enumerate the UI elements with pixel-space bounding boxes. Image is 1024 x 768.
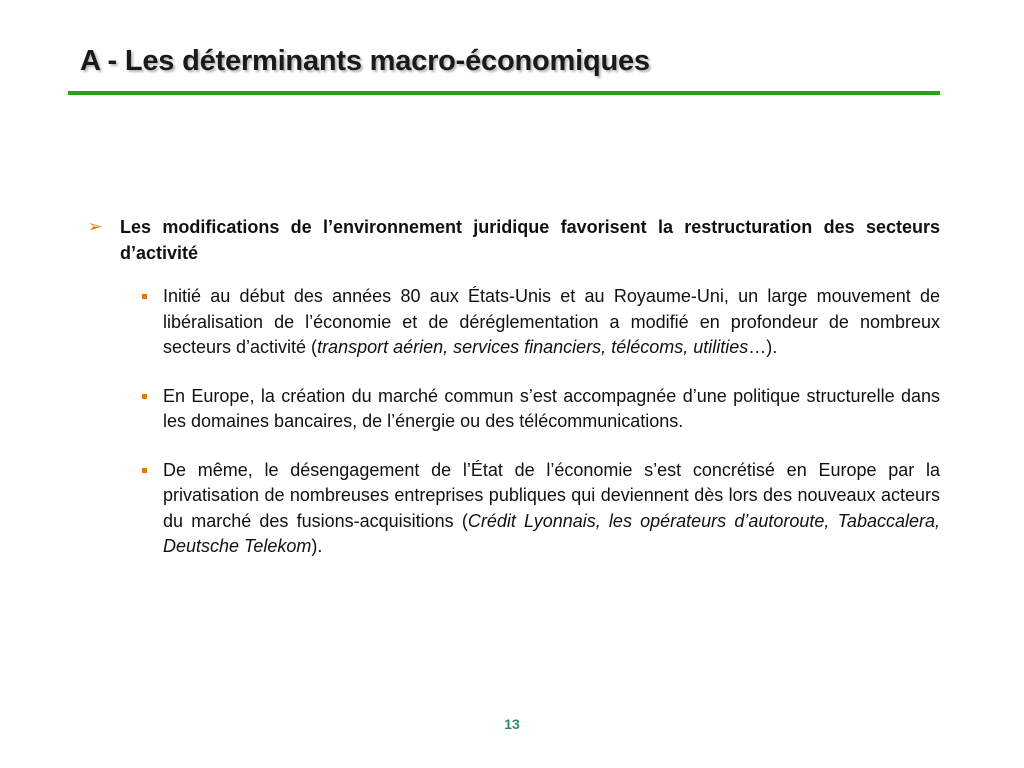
square-bullet-icon xyxy=(138,458,163,484)
sub-bullet-italic: Crédit Lyonnais, les opérateurs d’autoroute, Tabaccalera, Deutsche Telekom xyxy=(163,510,940,556)
sub-bullet-liberalisation xyxy=(138,284,940,361)
sub-bullet-europe xyxy=(138,384,940,435)
sub-bullet-text: De même, le désengagement de l’État de l’économie s’est concrétisé en Europe par la privatisation de nombreuses entreprises publiques qui deviennent dès lors des nouveaux acteurs du marché des fusions-acquisitions (Crédit Lyonnais, les opérateurs d’autoroute, Tabaccalera, Deutsche Telekom). xyxy=(163,459,940,556)
square-bullet-icon xyxy=(138,284,163,310)
slide-title: A - Les déterminants macro-économiques xyxy=(80,45,650,77)
title-underline xyxy=(68,91,940,95)
slide-content xyxy=(84,214,940,583)
square-bullet-icon xyxy=(138,384,163,410)
main-bullet-point xyxy=(84,214,940,266)
sub-bullet-text: En Europe, la création du marché commun s’est accompagnée d’une politique structurelle dans les domaines bancaires, de l’énergie ou des télécommunications. xyxy=(163,385,940,431)
arrow-right-icon: ➢ xyxy=(88,217,103,236)
sub-bullet-privatisation xyxy=(138,458,940,560)
sub-bullet-list xyxy=(138,284,940,560)
main-bullet-text: Les modifications de l’environnement juridique favorisent la restructuration des secteurs d’activité xyxy=(120,217,940,263)
sub-bullet-text: Initié au début des années 80 aux États-Unis et au Royaume-Uni, un large mouvement de libéralisation de l’économie et de déréglementation a modifié en profondeur de nombreux secteurs d’activité (transport aérien, services financiers, télécoms, utilities…). xyxy=(163,286,940,357)
sub-bullet-italic: transport aérien, services financiers, télécoms, utilities xyxy=(317,337,749,357)
page-number: 13 xyxy=(504,716,520,732)
